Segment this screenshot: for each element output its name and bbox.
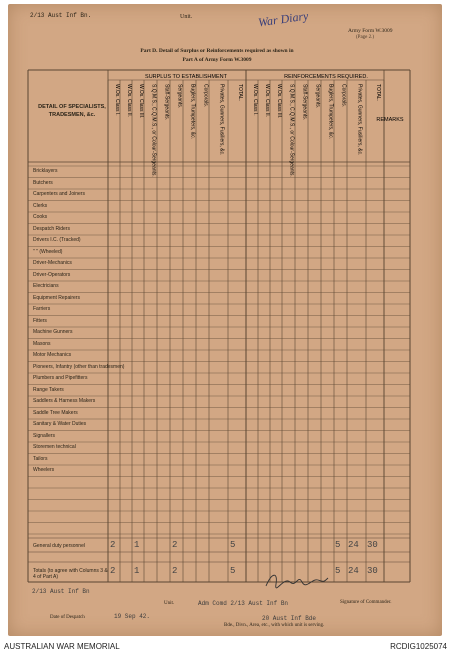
row-label: Drivers I.C. (Tracked) [33,237,81,243]
reinforcements-col-header: Corporals. [340,84,347,108]
row-label: Machine Gunners [33,329,73,335]
general-duty-surplus-value: 5 [230,540,236,550]
surplus-col-header: Buglers, Trumpeters, &c. [189,84,196,140]
general-duty-label: General duty personnel [33,543,85,549]
row-label: Equipment Repairers [33,294,80,301]
row-label: Bricklayers [33,168,58,174]
general-duty-reinforcement-value: 5 [335,540,341,550]
reinforcements-col-header: W.Os. Class III. [276,84,282,119]
row-label: Sanitary & Water Duties [33,421,87,427]
general-duty-surplus-value: 1 [134,540,140,550]
row-label: Saddlers & Harness Makers [33,398,96,404]
row-label: Saddle Tree Makers [33,409,78,416]
row-label: Motor Mechanics [33,352,72,358]
total-surplus-value: 2 [110,566,116,576]
unit-label: Unit. [180,14,193,20]
row-label: Fitters [33,317,47,324]
surplus-col-header: W.Os. Class II. [126,84,132,118]
row-label: Electricians [33,283,59,289]
row-label: Tailors [33,455,48,462]
formation-typed: 20 Aust Inf Bde [262,615,317,622]
general-duty-surplus-value: 2 [172,540,178,550]
row-label: Driver-Mechanics [33,260,72,266]
image-footer [0,636,453,654]
row-label: Farriers [33,306,51,312]
surplus-col-header: TOTAL. [237,84,243,102]
signature-typed: Adm Comd 2/13 Aust Inf Bn [198,600,289,607]
signature-scribble [262,570,332,592]
row-label: Despatch Riders [33,225,70,232]
surplus-col-header: Corporals. [202,84,209,108]
reinforcements-col-header: Privates, Gunners, Fusiliers, &c. [356,84,363,156]
general-duty-reinforcement-value: 30 [367,540,378,550]
army-form-number: Army Form W.3009 [348,28,393,34]
total-surplus-value: 5 [230,566,236,576]
total-reinforcement-value: 30 [367,566,378,576]
row-label: Cooks [33,214,48,220]
reinforcements-col-header: Buglers, Trumpeters, &c. [327,84,334,140]
form-subtitle: Part A of Army Form W.3009 [182,57,252,63]
footer-unit-typed: 2/13 Aust Inf Bn [32,588,90,595]
general-duty-surplus-value: 2 [110,540,116,550]
date-label: Date of Despatch [50,615,85,620]
surplus-header: SURPLUS TO ESTABLISHMENT [145,74,227,80]
unit-typed: 2/13 Aust Inf Bn. [30,12,92,19]
totals-label: Totals (to agree with Columns 3 & 4 of Part A) [33,568,108,580]
surplus-col-header: W.Os. Class III. [138,84,144,119]
row-label: Plumbers and Pipefitters [33,375,88,381]
footer-unit-label: Unit. [164,601,175,606]
formation-label: Bde., Divn., Area, etc., with which unit is serving. [224,623,325,628]
surplus-col-header: S.Q.M.S., C.Q.M.S., or Colour-Sergeants. [150,84,157,177]
signature-label: Signature of Commander. [340,600,392,605]
surplus-col-header: Staff-Sergeants. [163,84,170,121]
row-label: Butchers [33,179,53,186]
reinforcements-col-header: W.Os. Class I. [252,84,258,116]
handwritten-note: War Diary [257,8,310,30]
surplus-col-header: Sergeants. [176,84,183,109]
reinforcements-col-header: S.Q.M.S., C.Q.M.S., or Colour-Sergeants. [288,84,295,177]
row-label: " " (Wheeled) [33,248,63,255]
total-reinforcement-value: 5 [335,566,341,576]
row-label: Signallers [33,432,55,439]
reinforcements-col-header: Sergeants. [314,84,321,109]
reinforcements-col-header: TOTAL. [375,84,381,102]
footer-id: RCDIG1025074 [390,642,447,651]
footer-source: AUSTRALIAN WAR MEMORIAL [4,642,120,651]
surplus-col-header: W.Os. Class I. [114,84,120,116]
row-label: Driver-Operators [33,271,71,278]
row-label: Wheelers [33,467,55,473]
date-value: 19 Sep 42. [114,613,151,620]
row-label: Masons [33,340,51,347]
surplus-col-header: Privates, Gunners, Fusiliers, &c. [218,84,225,156]
reinforcements-col-header: W.Os. Class II. [264,84,270,118]
row-label: Range Takers [33,386,64,393]
row-label: Carpenters and Joiners [33,191,85,197]
form-title: Part D. Detail of Surplus or Reinforcements required as shown in [140,48,294,54]
page-note: (Page 2.) [356,35,375,40]
total-reinforcement-value: 24 [348,566,359,576]
row-label: Storemen technical [33,444,76,450]
reinforcements-header: REINFORCEMENTS REQUIRED. [284,74,368,80]
row-label: Pioneers, Infantry (other than tradesmen) [33,363,125,370]
remarks-header: REMARKS [376,117,404,123]
general-duty-reinforcement-value: 24 [348,540,359,550]
row-label: Clerks [33,202,48,209]
total-surplus-value: 1 [134,566,140,576]
detail-header: DETAIL OF SPECIALISTS, TRADESMEN, &c. [38,104,106,118]
total-surplus-value: 2 [172,566,178,576]
reinforcements-col-header: Staff-Sergeants. [301,84,308,121]
